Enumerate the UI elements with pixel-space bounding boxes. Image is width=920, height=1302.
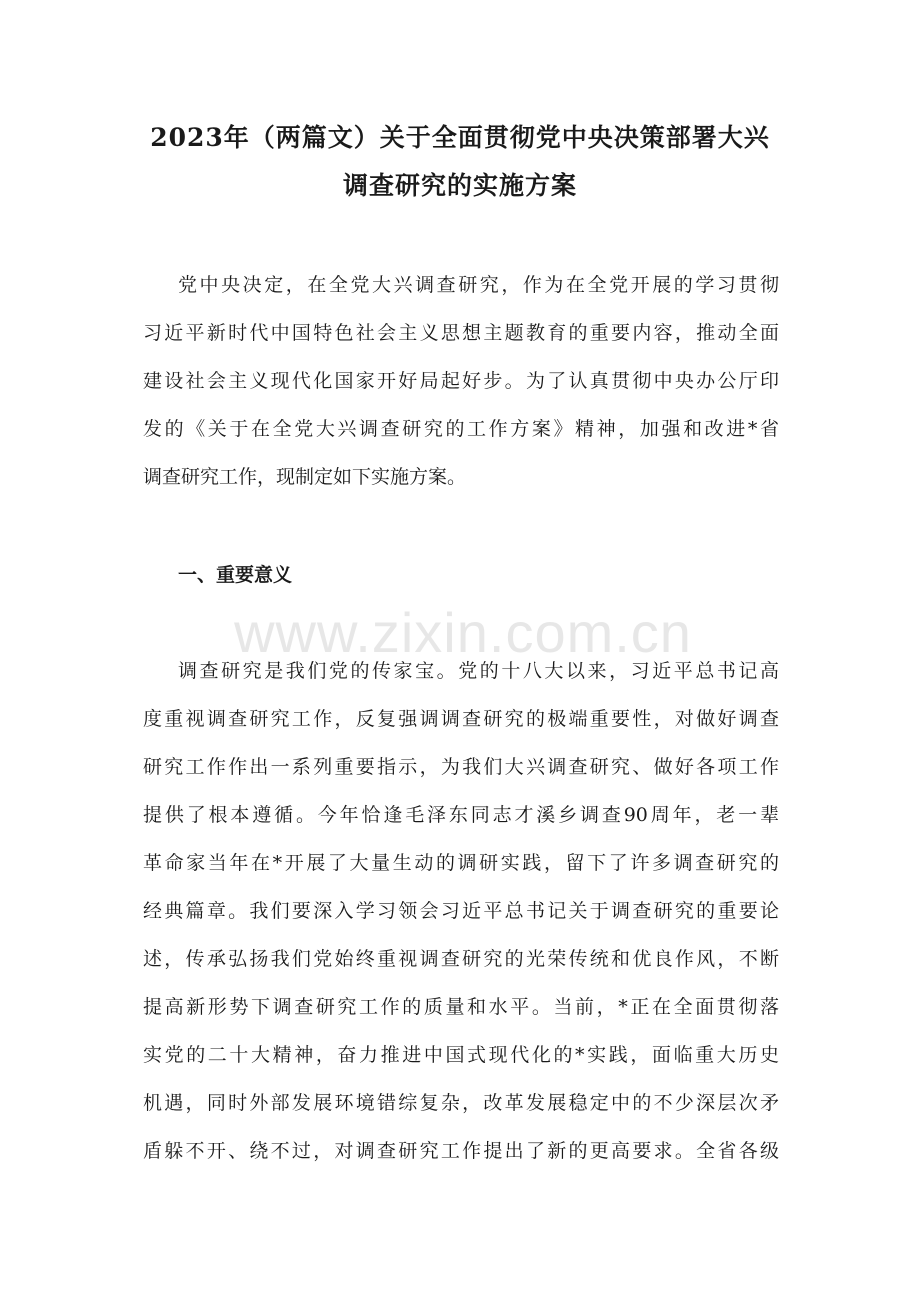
body-line: 经典篇章。我们要深入学习领会习近平总书记关于调查研究的重要论 [143, 900, 779, 922]
intro-line: 调查研究工作，现制定如下实施方案。 [143, 466, 467, 488]
body-line: 述，传承弘扬我们党始终重视调查研究的光荣传统和优良作风，不断 [143, 948, 779, 970]
body-line: 机遇，同时外部发展环境错综复杂，改革发展稳定中的不少深层次矛 [143, 1092, 779, 1114]
document-title-line-1: 2023年（两篇文）关于全面贯彻党中央决策部署大兴 [150, 123, 770, 152]
watermark: www.zixin.com.cn [234, 601, 692, 664]
intro-line: 建设社会主义现代化国家开好局起好步。为了认真贯彻中央办公厅印 [143, 370, 779, 392]
intro-line: 习近平新时代中国特色社会主义思想主题教育的重要内容，推动全面 [143, 322, 779, 344]
intro-line: 党中央决定，在全党大兴调查研究，作为在全党开展的学习贯彻 [178, 274, 779, 296]
section-heading: 一、重要意义 [178, 564, 293, 586]
intro-line: 发的《关于在全党大兴调查研究的工作方案》精神，加强和改进*省 [143, 418, 779, 440]
body-line: 研究工作作出一系列重要指示，为我们大兴调查研究、做好各项工作 [143, 756, 779, 778]
document-title-line-2: 调查研究的实施方案 [342, 171, 577, 200]
body-line: 调查研究是我们党的传家宝。党的十八大以来，习近平总书记高 [178, 660, 779, 682]
body-line: 提高新形势下调查研究工作的质量和水平。当前，*正在全面贯彻落 [143, 996, 779, 1018]
body-line: 革命家当年在*开展了大量生动的调研实践，留下了许多调查研究的 [143, 852, 779, 874]
body-line: 盾躲不开、绕不过，对调查研究工作提出了新的更高要求。全省各级 [143, 1140, 779, 1162]
body-line: 提供了根本遵循。今年恰逢毛泽东同志才溪乡调查90周年，老一辈 [143, 804, 779, 826]
body-line: 度重视调查研究工作，反复强调调查研究的极端重要性，对做好调查 [143, 708, 779, 730]
body-line: 实党的二十大精神，奋力推进中国式现代化的*实践，面临重大历史 [143, 1044, 779, 1066]
